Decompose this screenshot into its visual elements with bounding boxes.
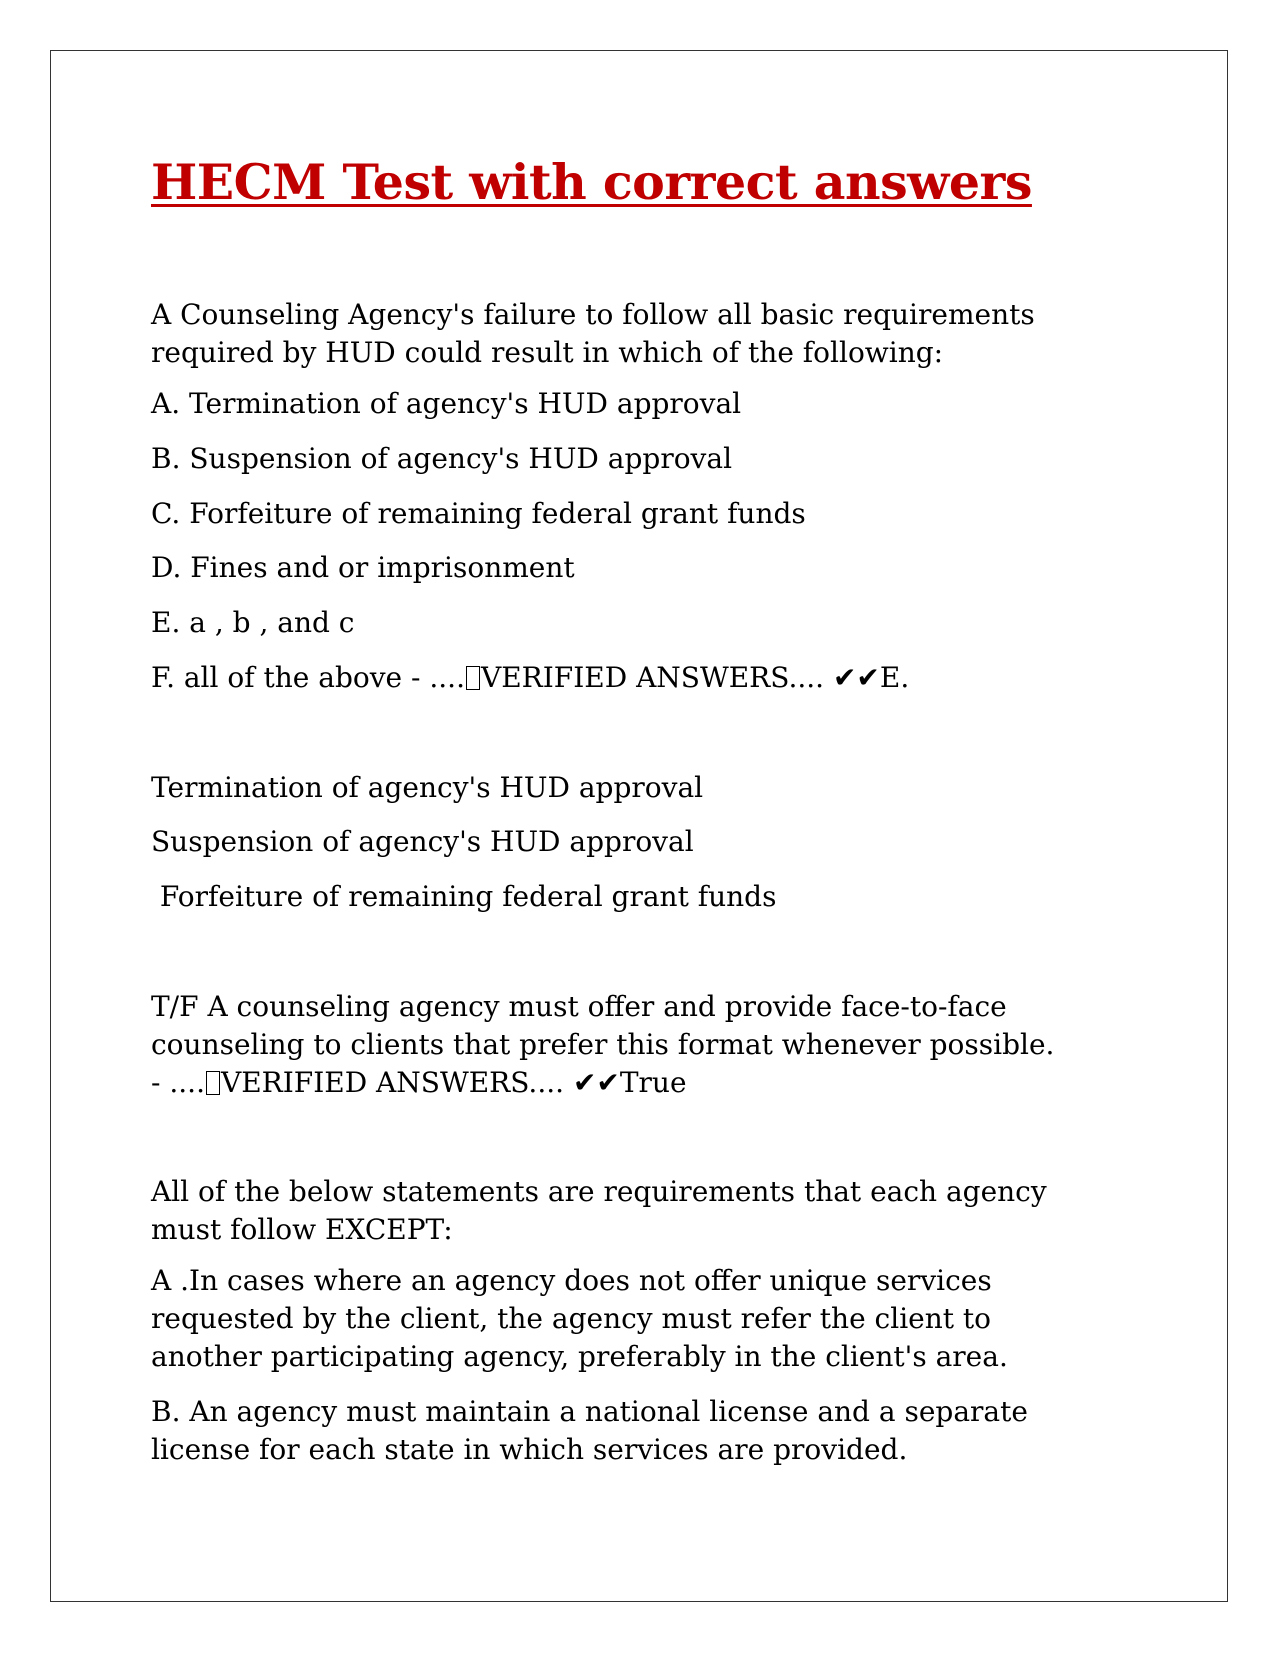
question-3-option-b [151, 1393, 1111, 1469]
question-2 [151, 988, 1111, 1102]
question-3-option-a [151, 1262, 1111, 1376]
question-1-option-a: A. Termination of agency's HUD approval [151, 387, 742, 420]
question-1-stem [151, 296, 1111, 372]
option-line: license for each state in which services are provided. [151, 1433, 908, 1466]
question-1-option-e: E. a , b , and c [151, 606, 355, 639]
question-3-stem [151, 1173, 1111, 1249]
verified-answer: VERIFIED ANSWERS.... ✔✔True [220, 1066, 687, 1099]
answer-line: Termination of agency's HUD approval [151, 771, 704, 804]
question-1-stem-line: A Counseling Agency's failure to follow all basic requirements [151, 298, 1035, 331]
answer-prefix: - .... [151, 1066, 205, 1099]
question-2-answer-line [151, 1064, 1111, 1102]
question-1-stem-line: required by HUD could result in which of the following: [151, 336, 944, 369]
missing-glyph-icon [206, 1071, 220, 1095]
question-3-stem-line: must follow EXCEPT: [151, 1213, 453, 1246]
question-1-option-c: C. Forfeiture of remaining federal grant funds [151, 497, 806, 530]
question-1-option-f [151, 659, 1111, 697]
option-f-text: F. all of the above - .... [151, 661, 465, 694]
option-line: requested by the client, the agency must refer the client to [151, 1302, 992, 1335]
option-line: A .In cases where an agency does not offer unique services [151, 1264, 992, 1297]
answer-line: Suspension of agency's HUD approval [151, 825, 694, 858]
document-title: HECM Test with correct answers [151, 153, 1032, 211]
option-line: B. An agency must maintain a national license and a separate [151, 1395, 1028, 1428]
verified-answer: VERIFIED ANSWERS.... ✔✔E. [480, 661, 910, 694]
question-3-stem-line: All of the below statements are requirements that each agency [151, 1175, 1047, 1208]
question-2-line: T/F A counseling agency must offer and provide face-to-face [151, 990, 1007, 1023]
answer-line: Forfeiture of remaining federal grant funds [151, 880, 777, 913]
question-1-option-d: D. Fines and or imprisonment [151, 551, 575, 584]
question-2-line: counseling to clients that prefer this format whenever possible. [151, 1028, 1055, 1061]
missing-glyph-icon [466, 666, 480, 690]
option-line: another participating agency, preferably in the client's area. [151, 1340, 1008, 1373]
question-1-option-b: B. Suspension of agency's HUD approval [151, 442, 733, 475]
